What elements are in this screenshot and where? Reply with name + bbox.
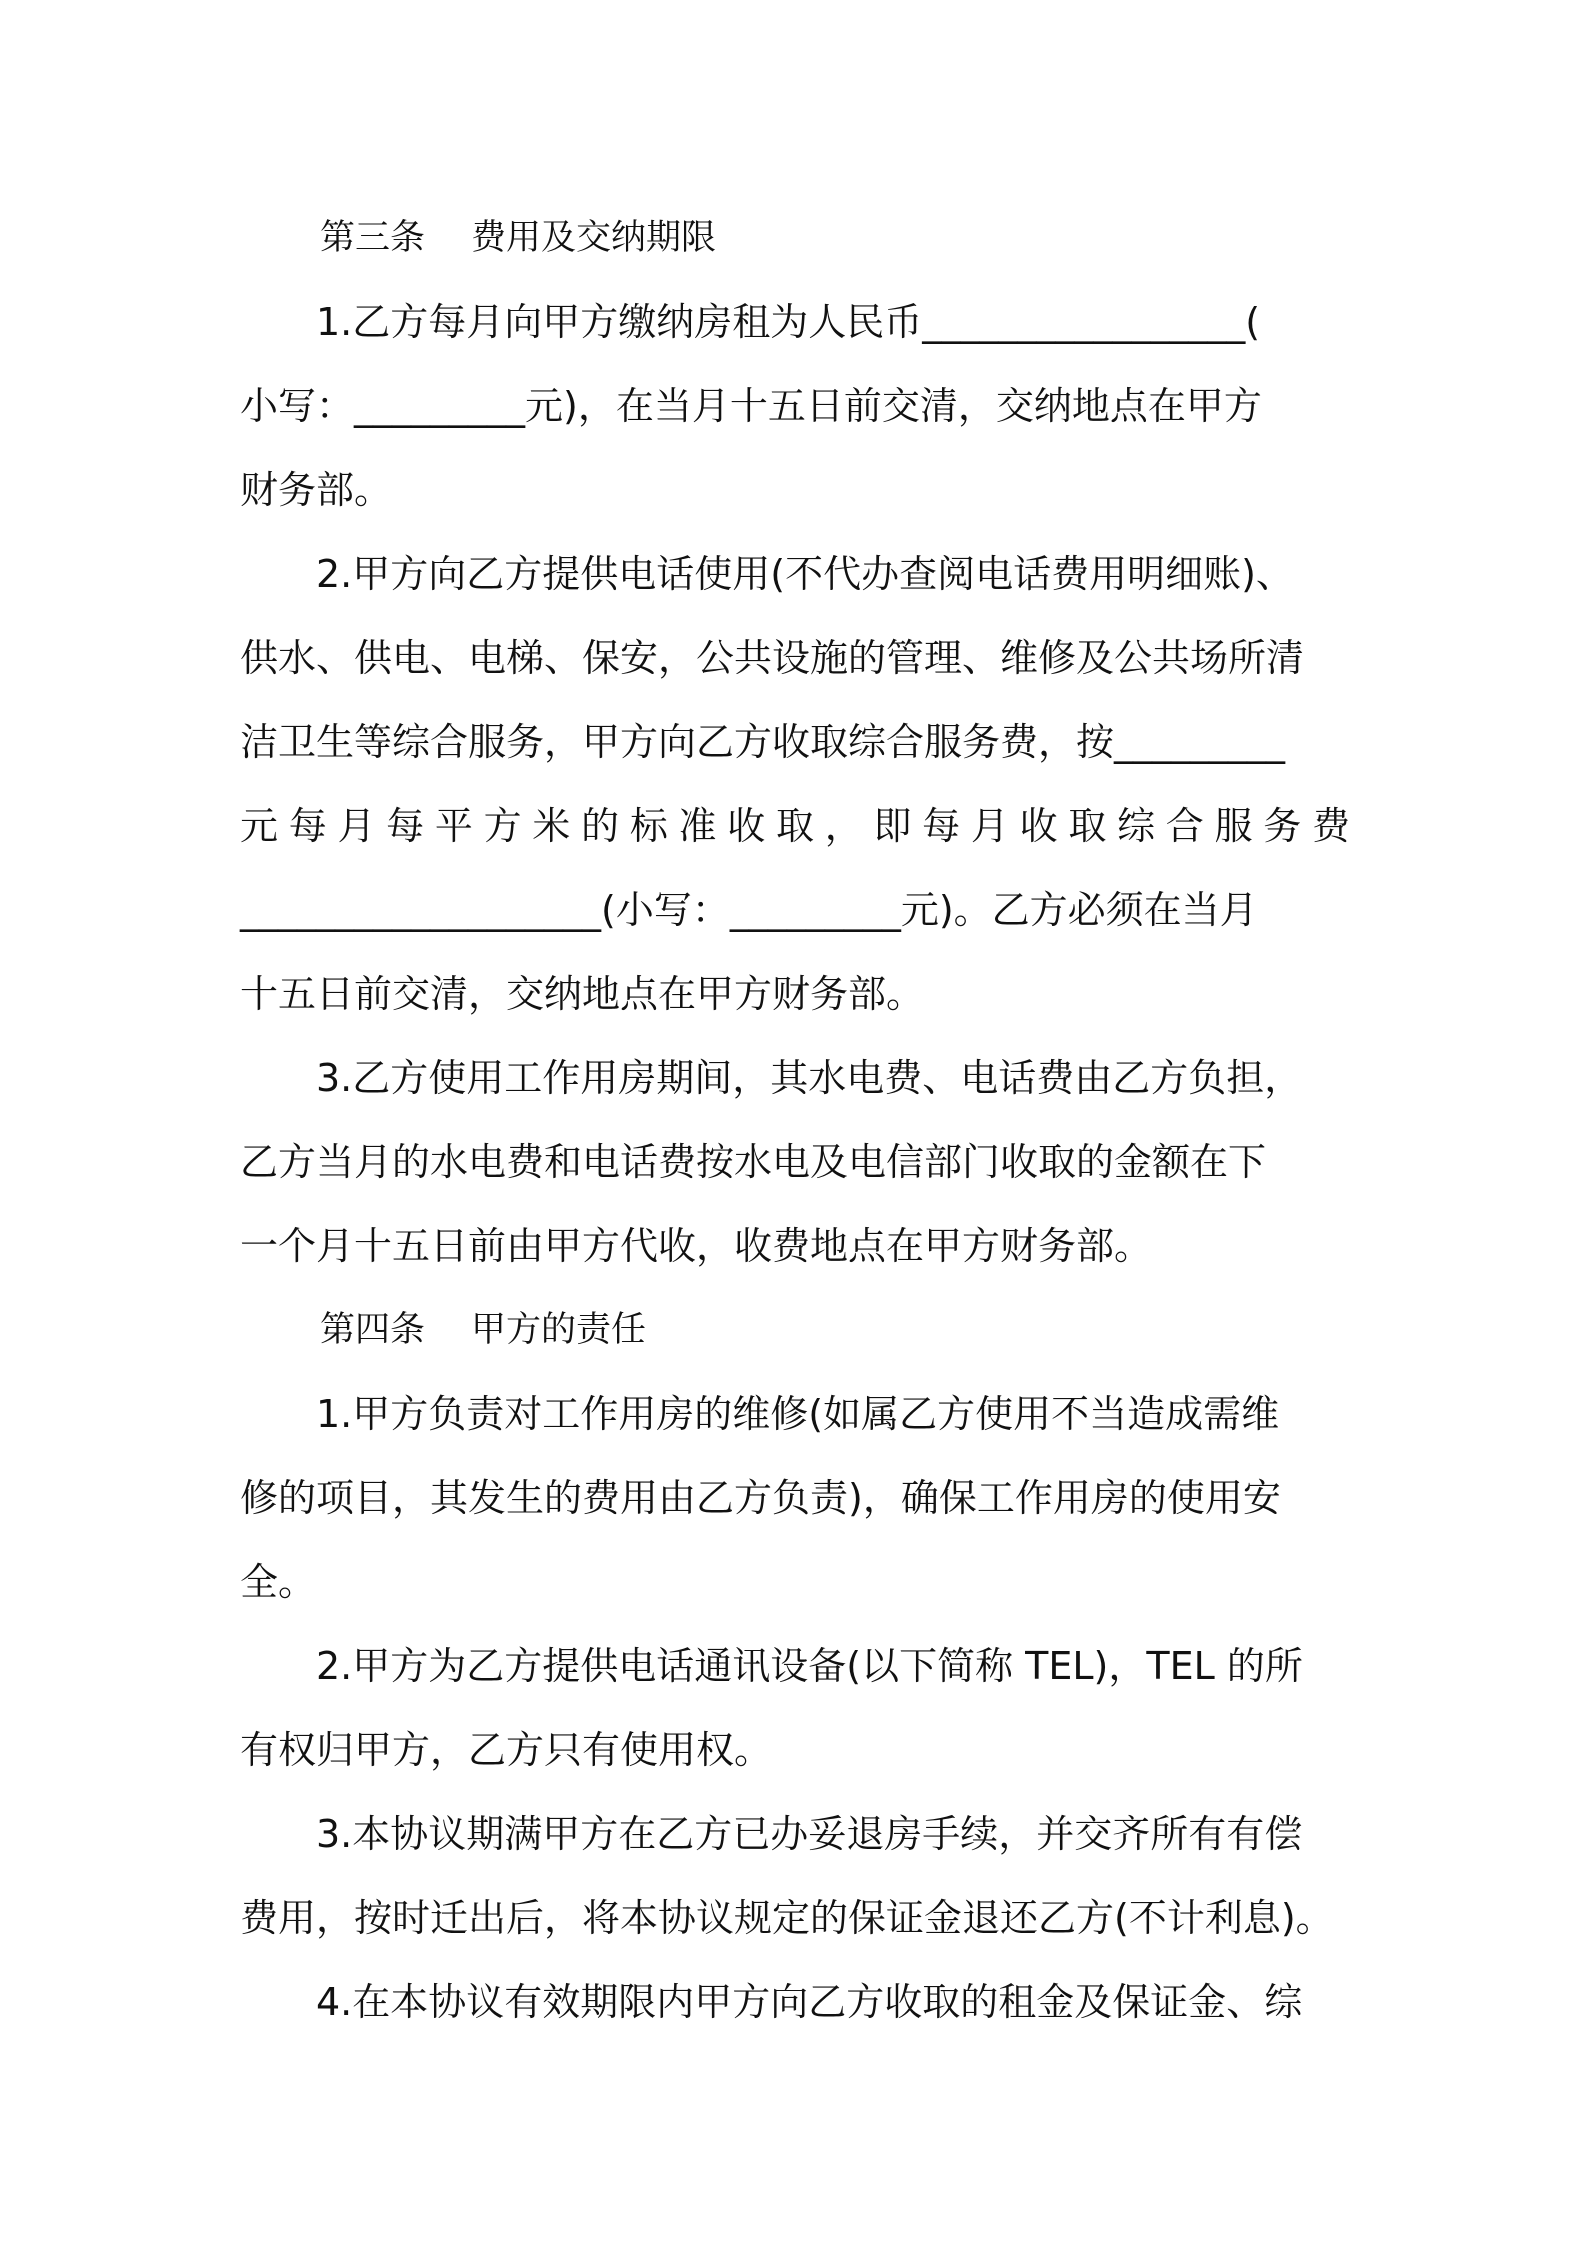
text-line: 供水、供电、电梯、保安，公共设施的管理、维修及公共场所清 <box>240 636 1305 680</box>
article-4-item-1 <box>240 1372 1350 1624</box>
article-4-item-3 <box>240 1792 1350 1960</box>
article-4-number: 第四条 <box>320 1310 426 1350</box>
article-4-title: 甲方的责任 <box>471 1310 647 1350</box>
document-page <box>240 196 1350 2044</box>
text-line: 全。 <box>240 1560 317 1604</box>
text-line: 2.甲方为乙方提供电话通讯设备(以下简称 TEL)，TEL 的所 <box>240 1644 1303 1688</box>
text-line: 1.甲方负责对工作用房的维修(如属乙方使用不当造成需维 <box>240 1392 1280 1436</box>
article-3-item-1 <box>240 280 1350 532</box>
text-line: 小写：_________元)，在当月十五日前交清，交纳地点在甲方 <box>240 384 1262 428</box>
article-3-heading <box>240 196 1350 280</box>
text-line: 4.在本协议有效期限内甲方向乙方收取的租金及保证金、综 <box>240 1980 1303 2024</box>
text-line: 洁卫生等综合服务，甲方向乙方收取综合服务费，按_________ <box>240 720 1286 764</box>
text-line: 1.乙方每月向甲方缴纳房租为人民币_________________( <box>240 300 1261 344</box>
text-line: 有权归甲方，乙方只有使用权。 <box>240 1728 773 1772</box>
article-3-number: 第三条 <box>320 218 426 258</box>
text-line: ___________________(小写：_________元)。乙方必须在当月 <box>240 888 1258 932</box>
article-4-item-4 <box>240 1960 1350 2044</box>
text-line: 3.本协议期满甲方在乙方已办妥退房手续，并交齐所有有偿 <box>240 1812 1303 1856</box>
article-4-item-2 <box>240 1624 1350 1792</box>
text-line: 费用，按时迁出后，将本协议规定的保证金退还乙方(不计利息)。 <box>240 1896 1334 1940</box>
text-line: 财务部。 <box>240 468 393 512</box>
text-line: 一个月十五日前由甲方代收，收费地点在甲方财务部。 <box>240 1224 1153 1268</box>
article-3-title: 费用及交纳期限 <box>471 218 717 258</box>
article-3-item-2 <box>240 532 1350 1036</box>
text-line: 3.乙方使用工作用房期间，其水电费、电话费由乙方负担， <box>240 1056 1303 1100</box>
article-3-item-3 <box>240 1036 1350 1288</box>
text-line: 元每月每平方米的标准收取，即每月收取综合服务费 <box>240 804 1350 848</box>
text-line: 修的项目，其发生的费用由乙方负责)，确保工作用房的使用安 <box>240 1476 1281 1520</box>
text-line: 乙方当月的水电费和电话费按水电及电信部门收取的金额在下 <box>240 1140 1267 1184</box>
article-4-heading <box>240 1288 1350 1372</box>
text-line: 2.甲方向乙方提供电话使用(不代办查阅电话费用明细账)、 <box>240 552 1294 596</box>
text-line: 十五日前交清，交纳地点在甲方财务部。 <box>240 972 925 1016</box>
